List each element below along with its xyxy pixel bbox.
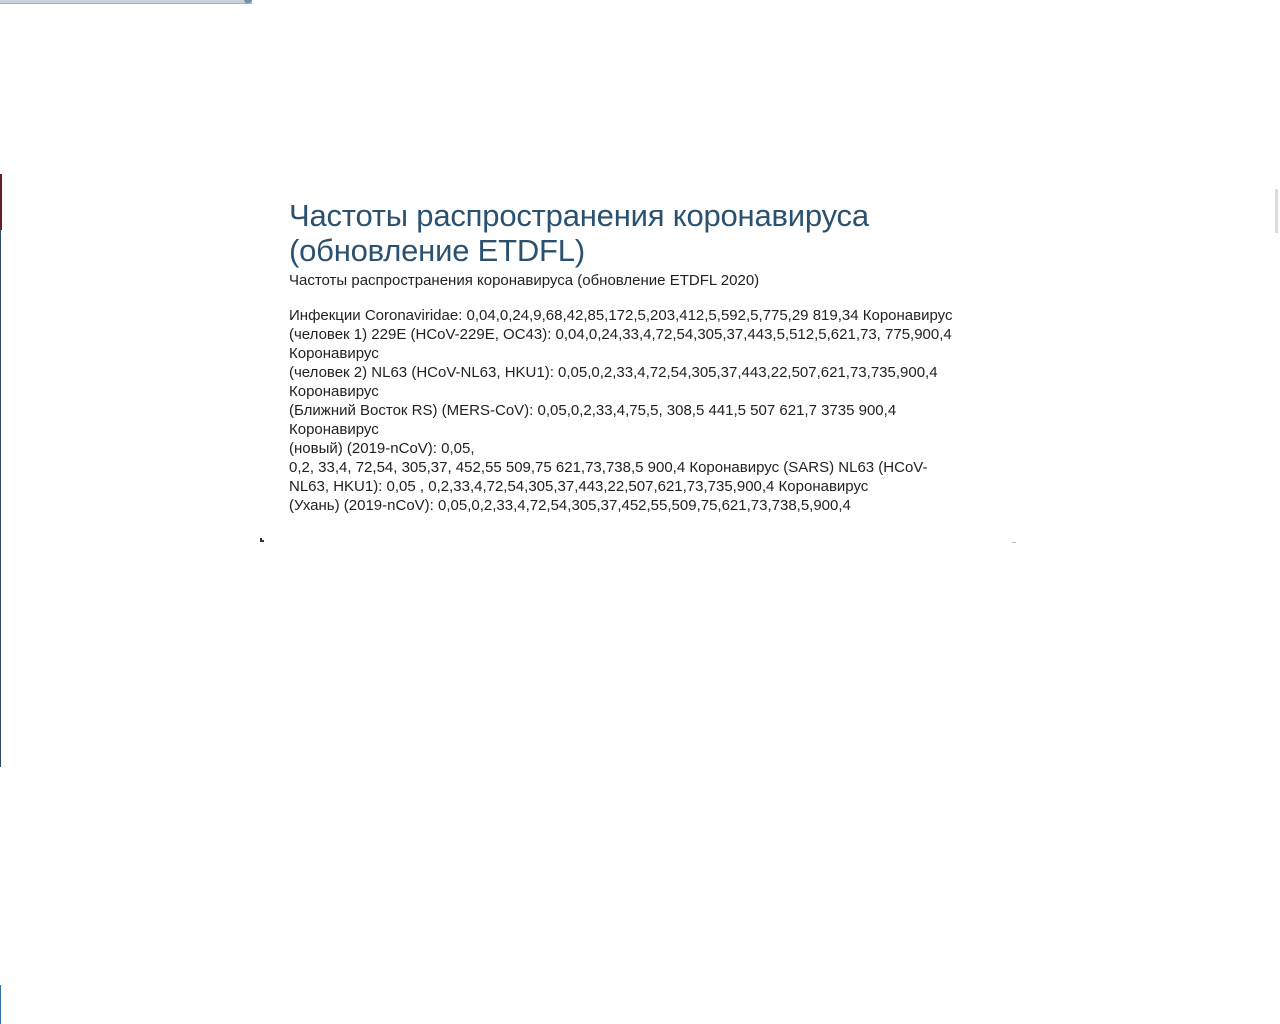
container-corner-left [260, 538, 264, 542]
body-line: (Ближний Восток RS) (MERS-CoV): 0,05,0,2,33,4,75,5, 308,5 441,5 507 621,7 3735 900,4 [289, 402, 897, 419]
body-line: Коронавирус [289, 421, 379, 438]
left-edge-line [0, 230, 1, 767]
body-line: 0,2, 33,4, 72,54, 305,37, 452,55 509,75 621,73,738,5 900,4 Коронавирус (SARS) NL63 (HCoV- [289, 459, 928, 476]
body-line: (человек 2) NL63 (HCoV-NL63, HKU1): 0,05,0,2,33,4,72,54,305,37,443,22,507,621,73,735,900,4 [289, 364, 938, 381]
title-line-1: Частоты распространения коронавируса [289, 198, 869, 233]
container-corner-right [1012, 540, 1016, 543]
page-title [289, 198, 989, 268]
body-line: (новый) (2019-nCoV): 0,05, [289, 440, 475, 457]
body-line: (человек 1) 229E (HCoV-229E, OC43): 0,04,0,24,33,4,72,54,305,37,443,5,512,5,621,73, 775,900,4 [289, 326, 952, 343]
body-line: (Ухань) (2019-nCoV): 0,05,0,2,33,4,72,54,305,37,452,55,509,75,621,73,738,5,900,4 [289, 497, 851, 514]
left-edge-bottom-line [0, 985, 1, 1024]
subtitle: Частоты распространения коронавируса (обновление ETDFL 2020) [289, 272, 760, 289]
body-line: NL63, HKU1): 0,05 , 0,2,33,4,72,54,305,37,443,22,507,621,73,735,900,4 Коронавирус [289, 478, 869, 495]
article-body [289, 306, 1009, 515]
scrollbar-fragment[interactable] [1275, 189, 1278, 233]
title-line-2: (обновление ETDFL) [289, 233, 585, 268]
body-line: Коронавирус [289, 383, 379, 400]
body-line: Инфекции Coronaviridae: 0,04,0,24,9,68,42,85,172,5,203,412,5,592,5,775,29 819,34 Коронавирус [289, 307, 953, 324]
left-edge-accent [0, 174, 2, 230]
body-line: Коронавирус [289, 345, 379, 362]
top-tab-fragment [0, 0, 252, 4]
